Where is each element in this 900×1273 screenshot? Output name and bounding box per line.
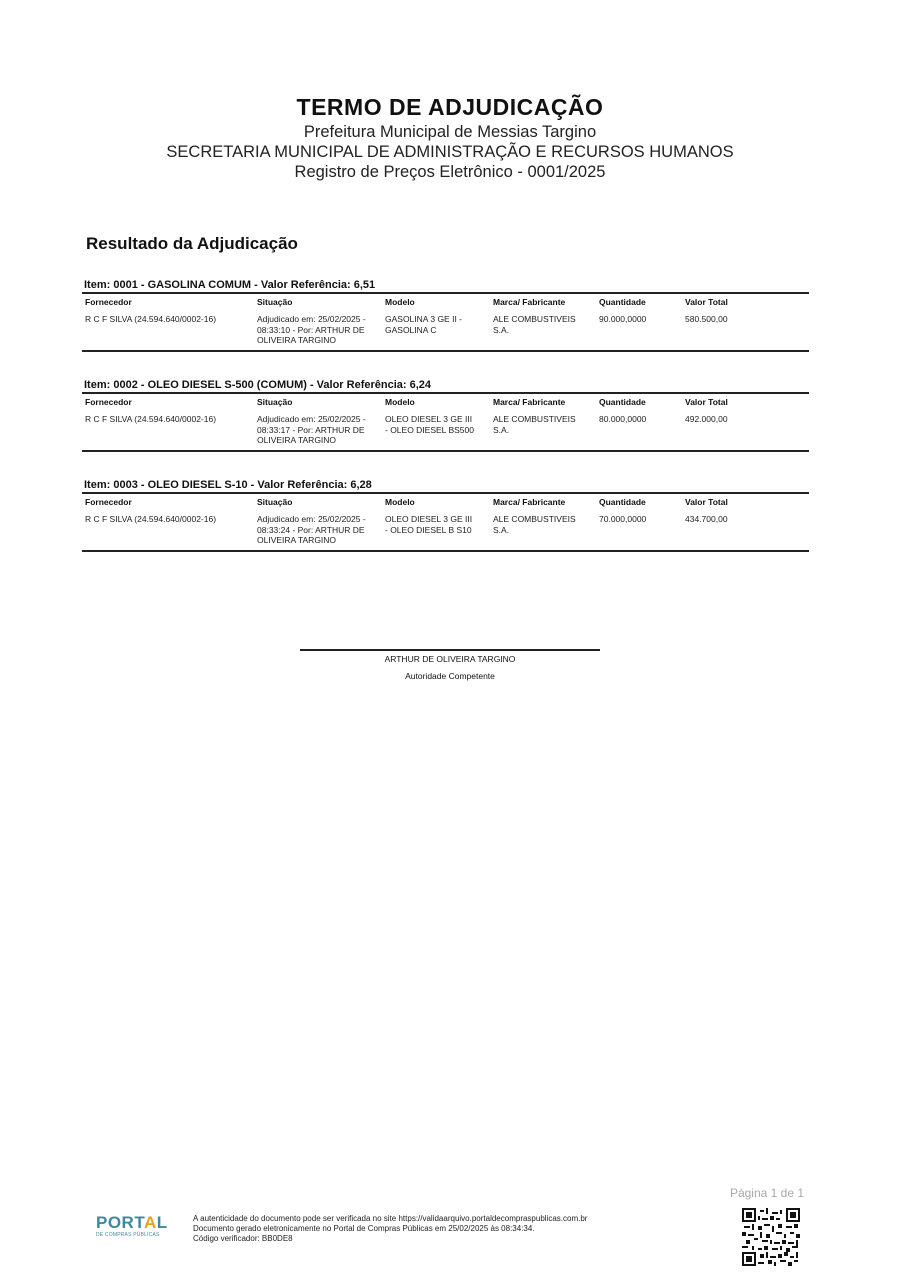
cell-situacao bbox=[257, 314, 379, 346]
situacao-line: 08:33:10 - Por: ARTHUR DE bbox=[257, 324, 365, 335]
situacao-line: OLIVEIRA TARGINO bbox=[257, 535, 337, 545]
modelo-line: OLEO DIESEL 3 GE III bbox=[385, 514, 473, 524]
situacao-line: OLIVEIRA TARGINO bbox=[257, 435, 337, 445]
modelo-line: - OLEO DIESEL B S10 bbox=[385, 524, 472, 535]
item-block bbox=[82, 478, 809, 552]
cell-fornecedor: R C F SILVA (24.594.640/0002-16) bbox=[85, 314, 217, 324]
logo-accent-letter: A bbox=[143, 1213, 157, 1232]
col-valor-total: Valor Total bbox=[685, 397, 728, 407]
col-marca: Marca/ Fabricante bbox=[493, 497, 566, 507]
cell-situacao bbox=[257, 414, 379, 446]
item-title: Item: 0003 - OLEO DIESEL S-10 - Valor Referência: 6,28 bbox=[82, 478, 809, 494]
col-modelo: Modelo bbox=[385, 397, 415, 407]
marca-line: ALE COMBUSTIVEIS bbox=[493, 414, 576, 424]
signature-name: ARTHUR DE OLIVEIRA TARGINO bbox=[384, 654, 516, 664]
marca-line: S.A. bbox=[493, 324, 510, 335]
item-title: Item: 0002 - OLEO DIESEL S-500 (COMUM) - Valor Referência: 6,24 bbox=[82, 378, 809, 394]
logo-subtitle: DE COMPRAS PÚBLICAS bbox=[96, 1232, 160, 1238]
table-row bbox=[82, 410, 809, 452]
situacao-line: Adjudicado em: 25/02/2025 - bbox=[257, 414, 366, 424]
situacao-line: OLIVEIRA TARGINO bbox=[257, 335, 337, 345]
cell-valor-total: 492.000,00 bbox=[685, 414, 728, 424]
footer-verification-code: Código verificador: BB0DE8 bbox=[193, 1234, 293, 1243]
col-situacao: Situação bbox=[257, 397, 293, 407]
header-registro: Registro de Preços Eletrônico - 0001/2025 bbox=[294, 163, 606, 181]
col-valor-total: Valor Total bbox=[685, 297, 728, 307]
modelo-line: OLEO DIESEL 3 GE III bbox=[385, 414, 473, 424]
cell-quantidade: 70.000,0000 bbox=[599, 514, 647, 524]
footer-text bbox=[193, 1214, 587, 1244]
modelo-line: GASOLINA 3 GE II - bbox=[385, 314, 462, 324]
header-secretaria: SECRETARIA MUNICIPAL DE ADMINISTRAÇÃO E RECURSOS HUMANOS bbox=[166, 143, 734, 161]
col-quantidade: Quantidade bbox=[599, 497, 646, 507]
portal-logo bbox=[96, 1214, 176, 1239]
cell-marca bbox=[493, 414, 593, 435]
modelo-line: - OLEO DIESEL BS500 bbox=[385, 424, 474, 435]
col-fornecedor: Fornecedor bbox=[85, 497, 132, 507]
item-block bbox=[82, 378, 809, 452]
col-quantidade: Quantidade bbox=[599, 297, 646, 307]
cell-marca bbox=[493, 514, 593, 535]
item-block bbox=[82, 278, 809, 352]
marca-line: ALE COMBUSTIVEIS bbox=[493, 514, 576, 524]
cell-modelo bbox=[385, 314, 487, 335]
col-marca: Marca/ Fabricante bbox=[493, 297, 566, 307]
marca-line: S.A. bbox=[493, 424, 510, 435]
cell-valor-total: 434.700,00 bbox=[685, 514, 728, 524]
cell-modelo bbox=[385, 514, 487, 535]
cell-fornecedor: R C F SILVA (24.594.640/0002-16) bbox=[85, 414, 217, 424]
col-fornecedor: Fornecedor bbox=[85, 297, 132, 307]
cell-valor-total: 580.500,00 bbox=[685, 314, 728, 324]
table-header bbox=[82, 394, 809, 410]
signature-line bbox=[300, 649, 600, 651]
col-situacao: Situação bbox=[257, 297, 293, 307]
situacao-line: Adjudicado em: 25/02/2025 - bbox=[257, 314, 366, 324]
cell-modelo bbox=[385, 414, 487, 435]
footer-generated: Documento gerado eletronicamente no Portal de Compras Públicas em 25/02/2025 às 08:34:34. bbox=[193, 1224, 535, 1233]
page-number: Página 1 de 1 bbox=[729, 1186, 804, 1200]
situacao-line: Adjudicado em: 25/02/2025 - bbox=[257, 514, 366, 524]
logo-text: PORT bbox=[96, 1213, 144, 1232]
header-prefeitura: Prefeitura Municipal de Messias Targino bbox=[303, 123, 597, 141]
cell-fornecedor: R C F SILVA (24.594.640/0002-16) bbox=[85, 514, 217, 524]
cell-marca bbox=[493, 314, 593, 335]
situacao-line: 08:33:17 - Por: ARTHUR DE bbox=[257, 424, 365, 435]
document-title: TERMO DE ADJUDICAÇÃO bbox=[296, 94, 604, 120]
logo-wordmark bbox=[96, 1214, 176, 1232]
table-row bbox=[82, 510, 809, 552]
marca-line: ALE COMBUSTIVEIS bbox=[493, 314, 576, 324]
modelo-line: GASOLINA C bbox=[385, 324, 437, 335]
document-header bbox=[0, 92, 900, 182]
table-row bbox=[82, 310, 809, 352]
item-title: Item: 0001 - GASOLINA COMUM - Valor Referência: 6,51 bbox=[82, 278, 809, 294]
col-situacao: Situação bbox=[257, 497, 293, 507]
col-quantidade: Quantidade bbox=[599, 397, 646, 407]
table-header bbox=[82, 494, 809, 510]
situacao-line: 08:33:24 - Por: ARTHUR DE bbox=[257, 524, 365, 535]
col-fornecedor: Fornecedor bbox=[85, 397, 132, 407]
col-modelo: Modelo bbox=[385, 497, 415, 507]
signature-role: Autoridade Competente bbox=[405, 671, 495, 681]
cell-quantidade: 80.000,0000 bbox=[599, 414, 647, 424]
cell-situacao bbox=[257, 514, 379, 546]
marca-line: S.A. bbox=[493, 524, 510, 535]
qr-code-icon bbox=[742, 1208, 800, 1266]
section-title: Resultado da Adjudicação bbox=[86, 234, 298, 253]
col-modelo: Modelo bbox=[385, 297, 415, 307]
col-marca: Marca/ Fabricante bbox=[493, 397, 566, 407]
footer-authenticity: A autenticidade do documento pode ser verificada no site https://validaarquivo.portaldecompraspublicas.com.br bbox=[193, 1214, 588, 1223]
col-valor-total: Valor Total bbox=[685, 497, 728, 507]
logo-text-end: L bbox=[156, 1213, 168, 1232]
cell-quantidade: 90.000,0000 bbox=[599, 314, 647, 324]
table-header bbox=[82, 294, 809, 310]
